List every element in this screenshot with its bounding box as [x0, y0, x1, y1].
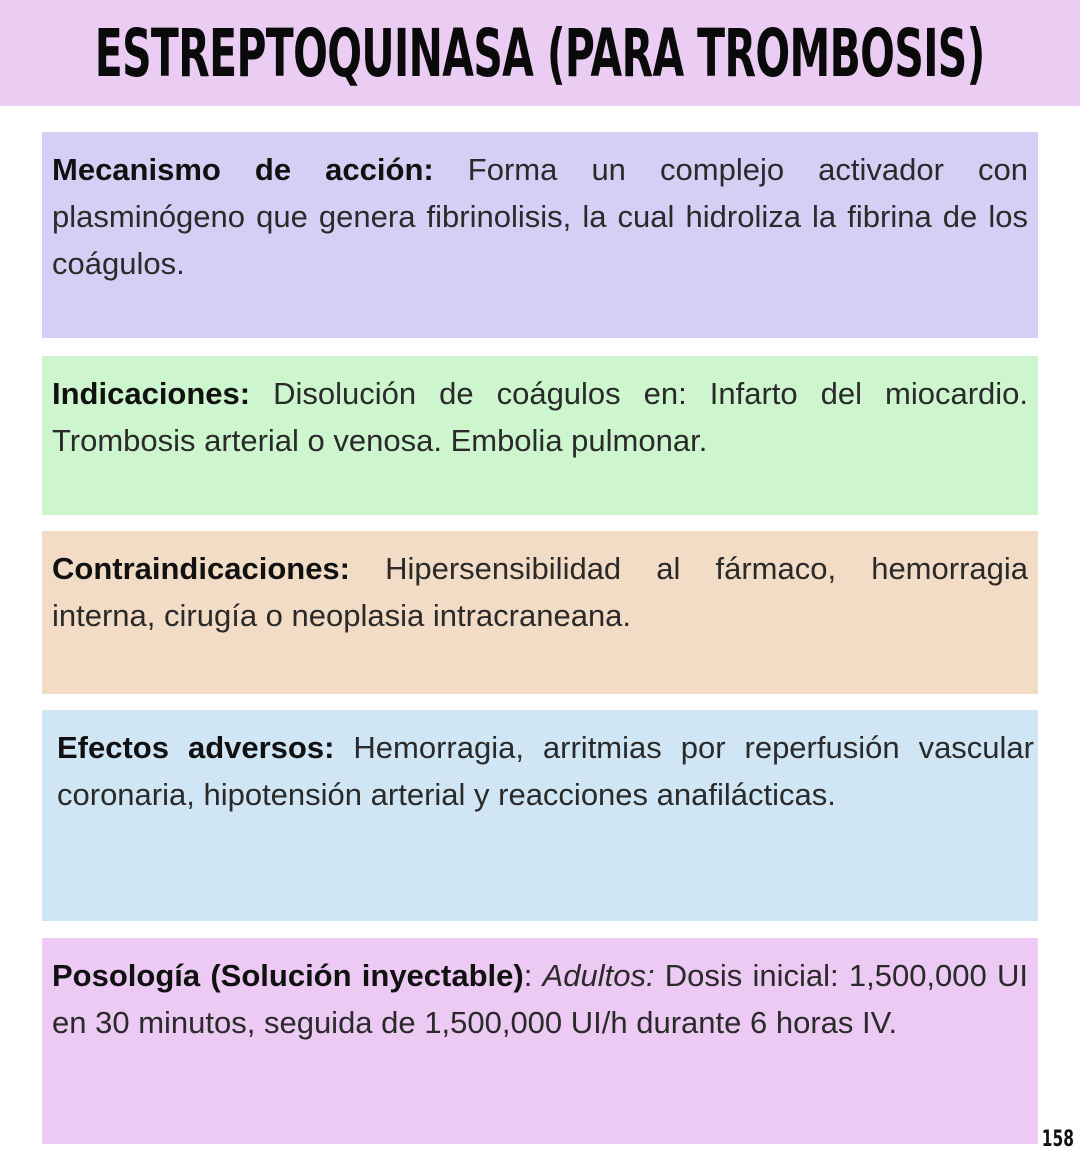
section-mecanismo — [42, 132, 1038, 338]
section-label: Contraindicaciones: — [52, 551, 350, 586]
section-indicaciones — [42, 356, 1038, 515]
section-text: Dosis inicial: 1,500,000 UI en 30 minutos, seguida de 1,500,000 UI/h durante 6 horas IV. — [52, 958, 1028, 1040]
page-number: 158 — [1041, 1127, 1074, 1152]
section-separator: : — [523, 958, 543, 993]
section-label: Efectos adversos: — [57, 730, 335, 765]
section-text: Hemorragia, arritmias por reperfusión vascular coronaria, hipotensión arterial y reacciones anafilácticas. — [57, 730, 1034, 812]
section-italic: Adultos: — [542, 958, 655, 993]
section-posologia — [42, 938, 1038, 1144]
section-label: Indicaciones: — [52, 376, 251, 411]
section-text: Hipersensibilidad al fármaco, hemorragia interna, cirugía o neoplasia intracraneana. — [52, 551, 1028, 633]
section-text: Forma un complejo activador con plasminógeno que genera fibrinolisis, la cual hidroliza la fibrina de los coágulos. — [52, 152, 1028, 281]
section-text: Disolución de coágulos en: Infarto del miocardio. Trombosis arterial o venosa. Embolia pulmonar. — [52, 376, 1028, 458]
section-label: Posología (Solución inyectable) — [52, 958, 524, 993]
page-title: ESTREPTOQUINASA (PARA TROMBOSIS) — [95, 14, 985, 92]
section-efectos-adversos — [42, 710, 1038, 921]
section-contraindicaciones — [42, 531, 1038, 694]
title-banner — [0, 0, 1080, 106]
section-label: Mecanismo de acción: — [52, 152, 434, 187]
